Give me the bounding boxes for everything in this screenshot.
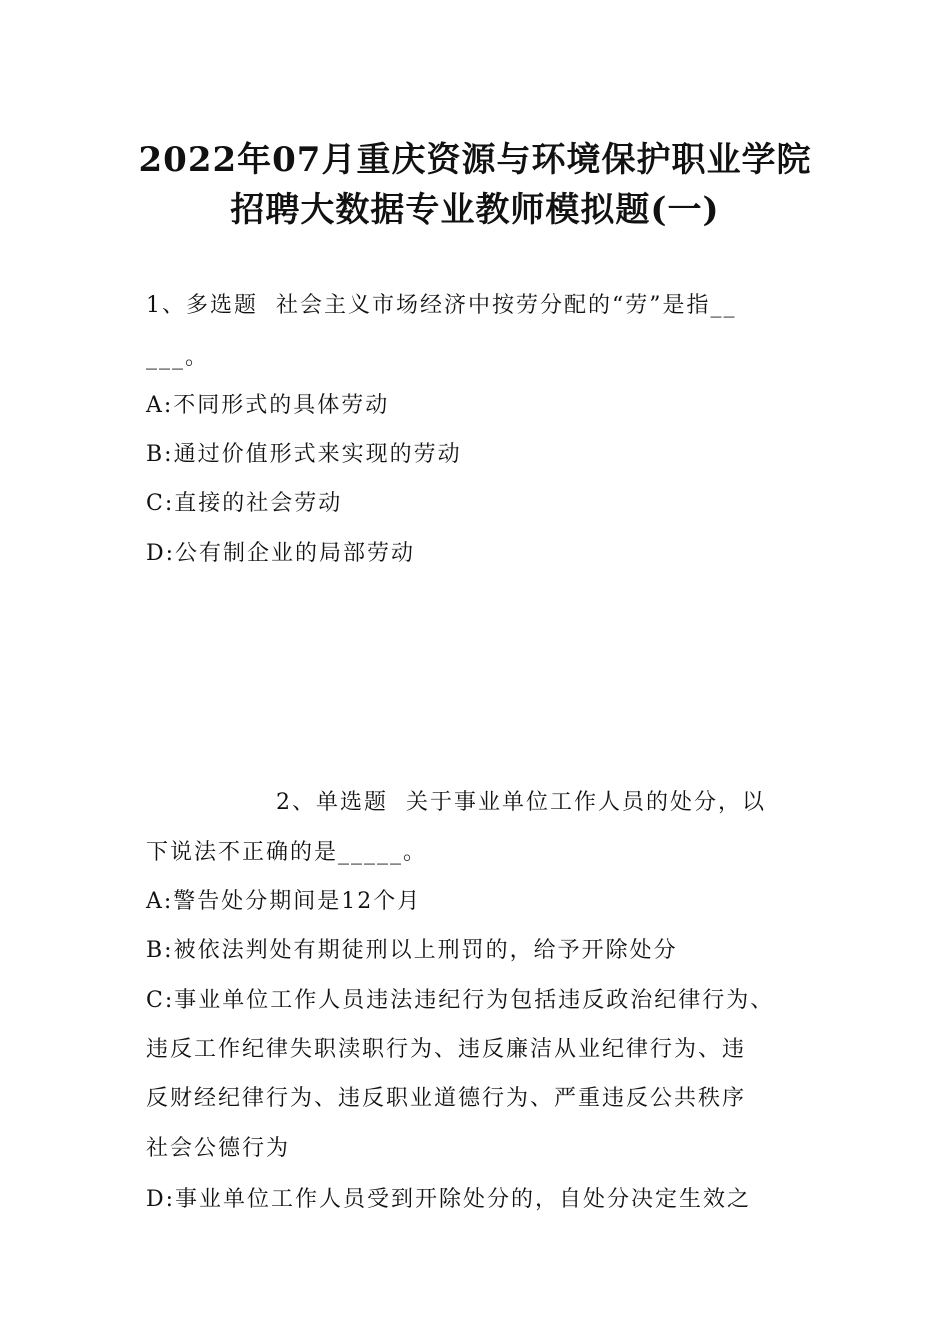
question-1-stem-text: 社会主义市场经济中按劳分配的“劳”是指__ <box>276 293 737 318</box>
question-2-option-a: A:警告处分期间是12个月 <box>146 889 422 914</box>
question-1-option-d: D:公有制企业的局部劳动 <box>146 541 416 566</box>
question-2-option-b: B:被依法判处有期徒刑以上刑罚的，给予开除处分 <box>146 938 678 963</box>
question-1-option-b: B:通过价值形式来实现的劳动 <box>146 442 462 467</box>
question-2-option-c-line-1: C:事业单位工作人员违法违纪行为包括违反政治纪律行为、 <box>146 988 775 1013</box>
document-title-line-1: 2022年07月重庆资源与环境保护职业学院 <box>138 140 812 180</box>
question-1-stem-line-1 <box>146 288 737 319</box>
question-1-type: 多选题 <box>186 293 259 318</box>
question-2-option-d-line-1: D:事业单位工作人员受到开除处分的，自处分决定生效之 <box>146 1187 752 1212</box>
question-2-number: 2、 <box>276 790 316 815</box>
question-2-stem-text: 关于事业单位工作人员的处分，以 <box>406 790 767 815</box>
question-2-stem-line-2: 下说法不正确的是_____。 <box>146 840 428 865</box>
question-1-number: 1、 <box>146 293 186 318</box>
question-2-option-c-line-4: 社会公德行为 <box>146 1136 291 1161</box>
question-2-type: 单选题 <box>316 790 389 815</box>
question-2-option-c-line-2: 违反工作纪律失职渎职行为、违反廉洁从业纪律行为、违 <box>146 1037 747 1062</box>
question-1-option-a: A:不同形式的具体劳动 <box>146 393 390 418</box>
question-2-stem-line-1 <box>276 785 766 816</box>
question-2-option-c-line-3: 反财经纪律行为、违反职业道德行为、严重违反公共秩序 <box>146 1086 747 1111</box>
document-title-line-2: 招聘大数据专业教师模拟题(一) <box>230 190 720 230</box>
question-1-stem-line-2: ___。 <box>146 345 210 370</box>
question-1-option-c: C:直接的社会劳动 <box>146 491 343 516</box>
